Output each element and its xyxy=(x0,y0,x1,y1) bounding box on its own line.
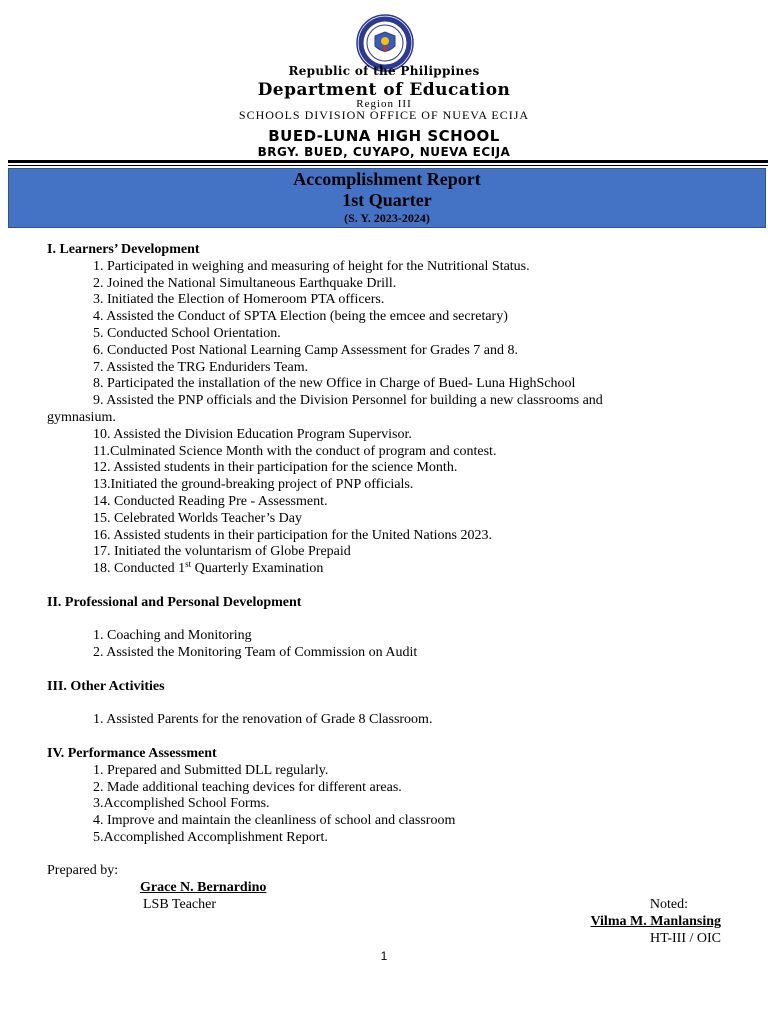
list-item: 12. Assisted students in their participation for the science Month. xyxy=(93,460,458,476)
republic-line: Republic of the Philippines xyxy=(288,64,480,78)
ordinal-suffix: st xyxy=(185,559,192,570)
list-item: 1. Participated in weighing and measuring of height for the Nutritional Status. xyxy=(93,258,530,274)
list-item: 1. Coaching and Monitoring xyxy=(93,628,252,644)
list-item: 10. Assisted the Division Education Program Supervisor. xyxy=(93,426,412,442)
section-heading: III. Other Activities xyxy=(47,678,165,694)
list-item: 4. Improve and maintain the cleanliness of school and classroom xyxy=(93,813,456,829)
section-heading: IV. Performance Assessment xyxy=(47,745,217,761)
page-number: 1 xyxy=(380,949,388,963)
list-item: 15. Celebrated Worlds Teacher’s Day xyxy=(93,510,302,526)
list-item: 2. Joined the National Simultaneous Earthquake Drill. xyxy=(93,275,397,291)
department-name: Department of Education xyxy=(257,80,511,100)
noted-by-label: Noted: xyxy=(649,897,688,912)
division-name: SCHOOLS DIVISION OFFICE OF NUEVA ECIJA xyxy=(238,108,530,122)
report-title: Accomplishment Report xyxy=(293,169,481,189)
section-heading: II. Professional and Personal Development xyxy=(47,594,302,610)
list-item xyxy=(0,561,768,578)
list-item: 7. Assisted the TRG Enduriders Team. xyxy=(93,359,309,375)
school-name: BUED-LUNA HIGH SCHOOL xyxy=(268,127,500,145)
list-item: 11.Culminated Science Month with the conduct of program and contest. xyxy=(93,443,497,459)
list-item: 2. Made additional teaching devices for different areas. xyxy=(93,779,402,795)
list-item: 8. Participated the installation of the new Office in Charge of Bued- Luna HighSchool xyxy=(93,376,576,392)
list-item: 2. Assisted the Monitoring Team of Commission on Audit xyxy=(93,645,418,661)
prepared-by-label: Prepared by: xyxy=(47,863,119,878)
list-item: 5. Conducted School Orientation. xyxy=(93,325,281,341)
list-item: 3.Accomplished School Forms. xyxy=(93,796,270,812)
list-item: 4. Assisted the Conduct of SPTA Election (being the emcee and secretary) xyxy=(93,309,508,325)
list-item-text: Quarterly Examination xyxy=(191,561,324,577)
list-item: 13.Initiated the ground-breaking project of PNP officials. xyxy=(93,477,414,493)
header-rule-thin xyxy=(8,165,768,166)
preparer-title: LSB Teacher xyxy=(143,897,217,912)
section-heading: I. Learners’ Development xyxy=(47,242,200,257)
list-item: 9. Assisted the PNP officials and the Division Personnel for building a new classrooms and xyxy=(93,393,603,409)
preparer-name: Grace N. Bernardino xyxy=(140,880,267,895)
list-item: 6. Conducted Post National Learning Camp Assessment for Grades 7 and 8. xyxy=(93,342,518,358)
list-item: 16. Assisted students in their participation for the United Nations 2023. xyxy=(93,527,492,543)
region-name: Region III xyxy=(356,98,412,110)
list-item-text: 18. Conducted 1 xyxy=(93,561,186,577)
list-item: 17. Initiated the voluntarism of Globe Prepaid xyxy=(93,544,351,560)
list-item: 1. Prepared and Submitted DLL regularly. xyxy=(93,762,329,778)
report-title-banner xyxy=(8,168,766,228)
list-item: 14. Conducted Reading Pre - Assessment. xyxy=(93,493,328,509)
list-item: 3. Initiated the Election of Homeroom PTA officers. xyxy=(93,292,385,308)
header-rule xyxy=(8,160,768,163)
report-body xyxy=(0,242,768,847)
school-year: (S. Y. 2023-2024) xyxy=(344,211,430,225)
list-item: 1. Assisted Parents for the renovation of Grade 8 Classroom. xyxy=(93,712,433,728)
noter-name: Vilma M. Manlansing xyxy=(590,914,721,929)
noter-title: HT-III / OIC xyxy=(649,931,721,946)
school-address: BRGY. BUED, CUYAPO, NUEVA ECIJA xyxy=(257,145,511,159)
report-quarter: 1st Quarter xyxy=(342,190,432,210)
list-item: 5.Accomplished Accomplishment Report. xyxy=(93,829,328,845)
list-item-continuation: gymnasium. xyxy=(47,409,116,425)
